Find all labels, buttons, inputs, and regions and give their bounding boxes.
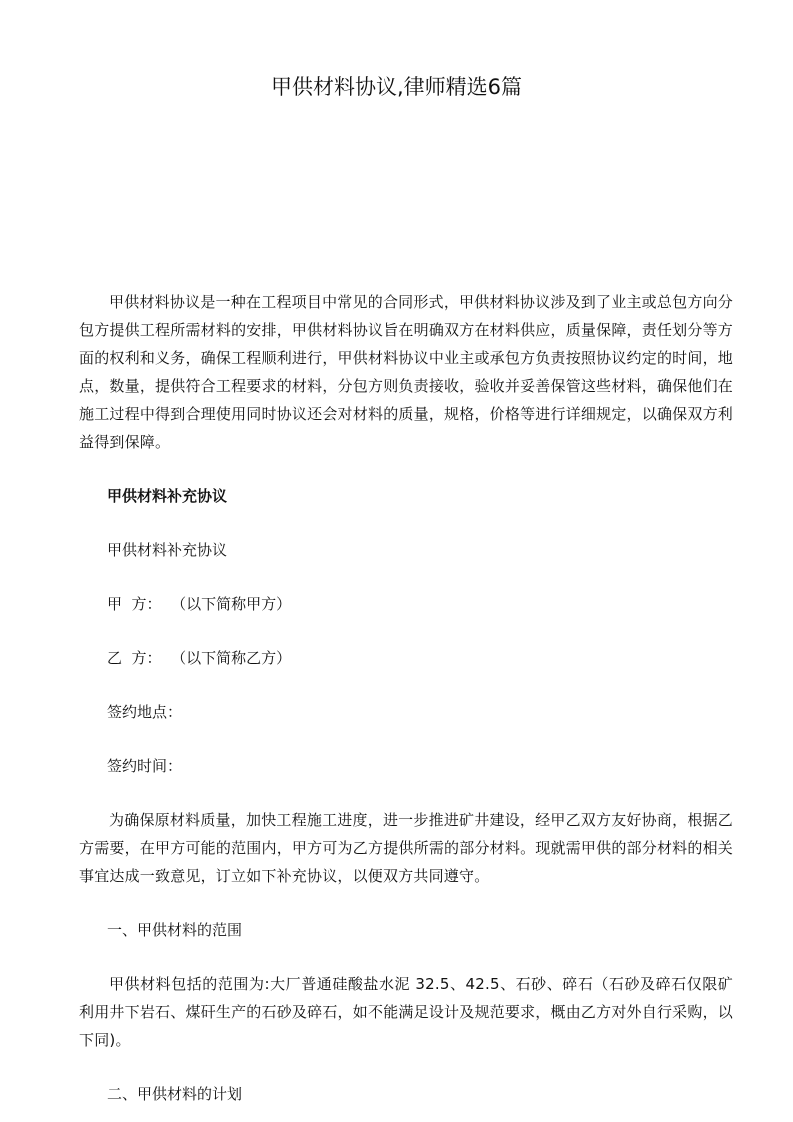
- clause-2-heading: 二、甲供材料的计划: [107, 1085, 243, 1103]
- party-b-line: 乙 方： （以下简称乙方）: [107, 649, 292, 667]
- preamble-paragraph: 为确保原材料质量，加快工程施工进度，进一步推进矿井建设，经甲乙双方友好协商，根据乙方需要，在甲方可能的范围内，甲方可为乙方提供所需的部分材料。现就需甲供的部分材料的相关事宜达成一致意见，订立如下补充协议，以便双方共同遵守。: [79, 811, 733, 885]
- document-body: [79, 288, 733, 1108]
- intro-paragraph: 甲供材料协议是一种在工程项目中常见的合同形式，甲供材料协议涉及到了业主或总包方向分包方提供工程所需材料的安排，甲供材料协议旨在明确双方在材料供应，质量保障，责任划分等方面的权利和义务，确保工程顺利进行，甲供材料协议中业主或承包方负责按照协议约定的时间，地点，数量，提供符合工程要求的材料，分包方则负责接收，验收并妥善保管这些材料，确保他们在施工过程中得到合理使用同时协议还会对材料的质量，规格，价格等进行详细规定，以确保双方利益得到保障。: [79, 293, 733, 451]
- sign-time-line: 签约时间：: [107, 757, 183, 775]
- section-heading: 甲供材料补充协议: [107, 487, 228, 505]
- clause-1-heading: 一、甲供材料的范围: [107, 921, 243, 939]
- document-title: 甲供材料协议,律师精选6篇: [270, 75, 523, 99]
- agreement-title: 甲供材料补充协议: [107, 541, 228, 559]
- clause-1-paragraph: 甲供材料包括的范围为:大厂普通硅酸盐水泥 32.5、42.5、石砂、碎石（石砂及碎石仅限矿利用井下岩石、煤矸生产的石砂及碎石，如不能满足设计及规范要求，概由乙方对外自行采购，以下同)。: [79, 975, 733, 1049]
- sign-place-line: 签约地点：: [107, 703, 183, 721]
- party-a-line: 甲 方： （以下简称甲方）: [107, 595, 292, 613]
